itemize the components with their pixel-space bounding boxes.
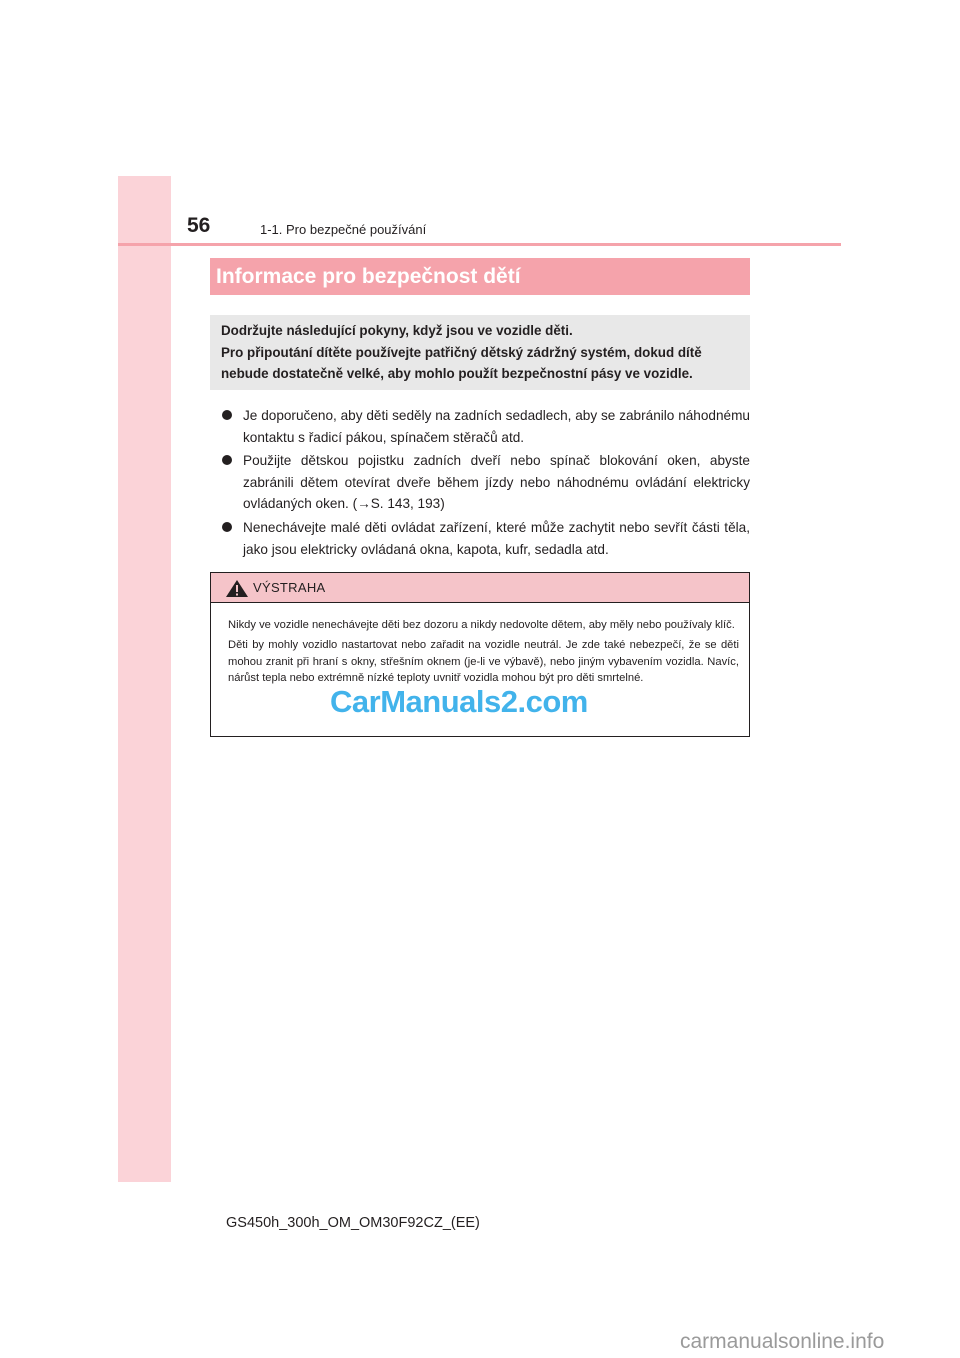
warning-paragraph-1: Nikdy ve vozidle nenechávejte děti bez dozoru a nikdy nedovolte dětem, aby měly nebo používaly klíč. xyxy=(228,619,735,631)
bullet-text: Nenechávejte malé děti ovládat zařízení, které může zachytit nebo sevřít části těla, jako jsou elektricky ovládaná okna, kapota, kufr, sedadla atd. xyxy=(243,519,750,557)
bullet-icon xyxy=(222,410,232,420)
bullet-text: Je doporučeno, aby děti seděly na zadních sedadlech, aby se zabránilo náhodnému kontaktu s řadicí pákou, spínačem stěračů atd. xyxy=(243,408,750,445)
section-label: 1-1. Pro bezpečné používání xyxy=(260,222,427,237)
intro-box xyxy=(210,315,750,390)
warning-body xyxy=(211,603,749,686)
page-number: 56 xyxy=(187,214,211,237)
intro-line-2: Pro připoutání dítěte používejte patřičný dětský zádržný systém, dokud dítě nebude dostatečně velké, aby mohlo použít bezpečnostní pásy ve vozidle. xyxy=(221,344,702,381)
warning-title: VÝSTRAHA xyxy=(253,580,326,595)
section-title: Informace pro bezpečnost dětí xyxy=(210,258,750,295)
warning-triangle-icon xyxy=(225,579,249,598)
bullet-icon xyxy=(222,455,232,465)
site-watermark: carmanualsonline.info xyxy=(680,1330,885,1353)
intro-line-1: Dodržujte následující pokyny, když jsou ve vozidle děti. xyxy=(221,323,573,338)
warning-paragraph-2: Děti by mohly vozidlo nastartovat nebo zařadit na vozidle neutrál. Je zde také nebezpečí, že se děti mohou zranit při hraní s okny, střešním oknem (je-li ve výbavě), nebo jiným vybavením vozidla. Navíc, nárůst tepla nebo extrémně nízké teploty uvnitř vozidla mohou být pro děti smrtelné. xyxy=(228,639,739,684)
list-item xyxy=(222,517,750,560)
header-rule xyxy=(118,243,841,246)
warning-header xyxy=(211,573,749,603)
document-code: GS450h_300h_OM_OM30F92CZ_(EE) xyxy=(226,1215,480,1231)
bullet-list xyxy=(222,405,750,562)
bullet-icon xyxy=(222,522,232,532)
list-item xyxy=(222,450,750,515)
list-item xyxy=(222,405,750,448)
bullet-text: Použijte dětskou pojistku zadních dveří nebo spínač blokování oken, abyste zabránili dětem otevírat dveře během jízdy nebo náhodnému ovládání elektricky ovládaných oken. (→S. 143, 193) xyxy=(243,453,750,512)
sidebar-tab xyxy=(118,176,171,1182)
watermark-logo: CarManuals2.com xyxy=(330,684,588,719)
